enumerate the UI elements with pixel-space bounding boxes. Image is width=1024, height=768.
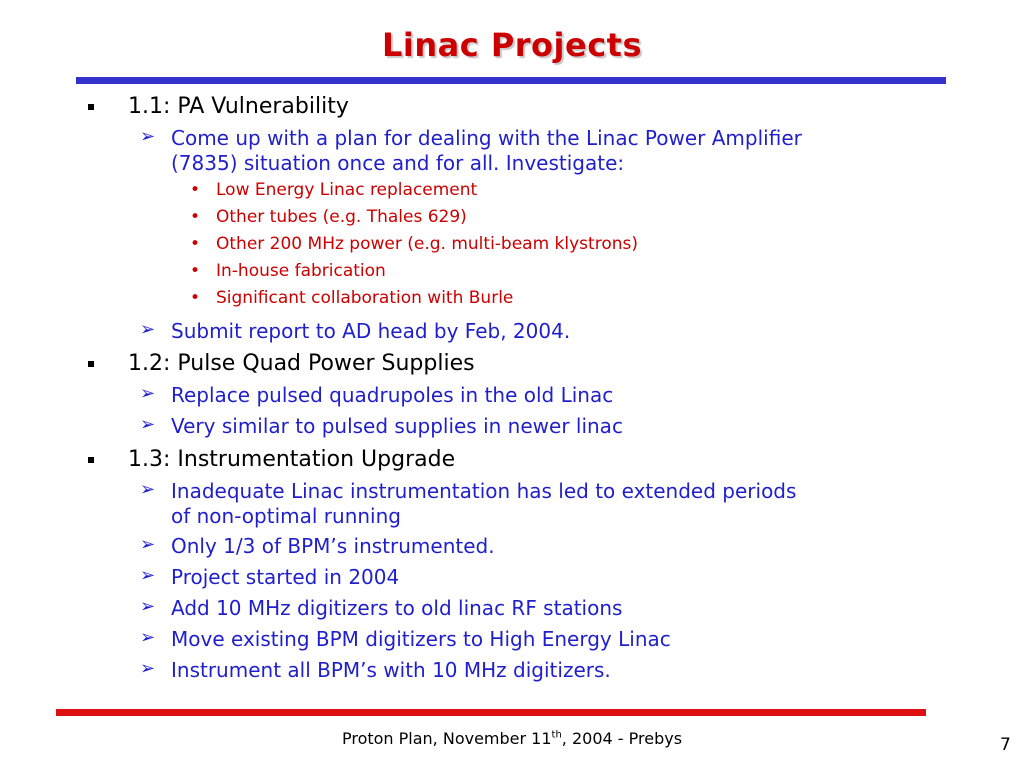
dot-bullet-icon: • (190, 207, 201, 227)
bullet-text: Project started in 2004 (171, 565, 400, 589)
bullet-text: Only 1/3 of BPM’s instrumented. (171, 534, 495, 558)
arrow-bullet-icon: ➢ (140, 565, 156, 586)
square-bullet-icon (88, 457, 94, 463)
arrow-bullet-icon: ➢ (140, 658, 156, 679)
bullet-text: Other 200 MHz power (e.g. multi-beam klystrons) (216, 234, 638, 254)
bullet-text: Other tubes (e.g. Thales 629) (216, 207, 467, 227)
title-underline (76, 77, 946, 84)
square-bullet-icon (88, 104, 94, 110)
arrow-bullet-icon: ➢ (140, 596, 156, 617)
dot-bullet-icon: • (190, 234, 201, 254)
arrow-bullet-icon: ➢ (140, 534, 156, 555)
bullet-text: Come up with a plan for dealing with the Linac Power Amplifier (7835) situation once and for all. Investigate: (171, 126, 802, 175)
footer-prefix: Proton Plan, November 11 (341, 729, 552, 748)
arrow-bullet-icon: ➢ (140, 627, 156, 648)
arrow-bullet-icon: ➢ (140, 319, 156, 340)
dot-bullet-icon: • (190, 180, 201, 200)
dot-bullet-icon: • (190, 261, 201, 281)
arrow-bullet-icon: ➢ (140, 383, 156, 404)
bullet-text: Inadequate Linac instrumentation has led to extended periods of non-optimal running (171, 479, 797, 528)
bullet-text: 1.2: Pulse Quad Power Supplies (128, 351, 475, 376)
slide-title: Linac Projects (381, 26, 643, 64)
footer-divider (56, 709, 926, 716)
bullet-text: Instrument all BPM’s with 10 MHz digitizers. (171, 658, 611, 682)
bullet-text: In-house fabrication (216, 261, 386, 281)
bullet-text: Submit report to AD head by Feb, 2004. (171, 319, 571, 343)
bullet-text: Very similar to pulsed supplies in newer linac (171, 414, 623, 438)
dot-bullet-icon: • (190, 288, 201, 308)
arrow-bullet-icon: ➢ (140, 479, 156, 500)
footer-superscript: th (551, 729, 562, 741)
page-number: 7 (1000, 735, 1011, 755)
bullet-text: Move existing BPM digitizers to High Energy Linac (171, 627, 671, 651)
footer-suffix: , 2004 - Prebys (561, 729, 683, 748)
square-bullet-icon (88, 361, 94, 367)
bullet-text: Add 10 MHz digitizers to old linac RF stations (171, 596, 623, 620)
arrow-bullet-icon: ➢ (140, 126, 156, 147)
bullet-text: 1.1: PA Vulnerability (128, 94, 349, 119)
arrow-bullet-icon: ➢ (140, 414, 156, 435)
footer-text (0, 729, 1024, 748)
bullet-text: Significant collaboration with Burle (216, 288, 514, 308)
bullet-text: Replace pulsed quadrupoles in the old Linac (171, 383, 614, 407)
bullet-text: Low Energy Linac replacement (216, 180, 478, 200)
bullet-text: 1.3: Instrumentation Upgrade (128, 447, 456, 472)
